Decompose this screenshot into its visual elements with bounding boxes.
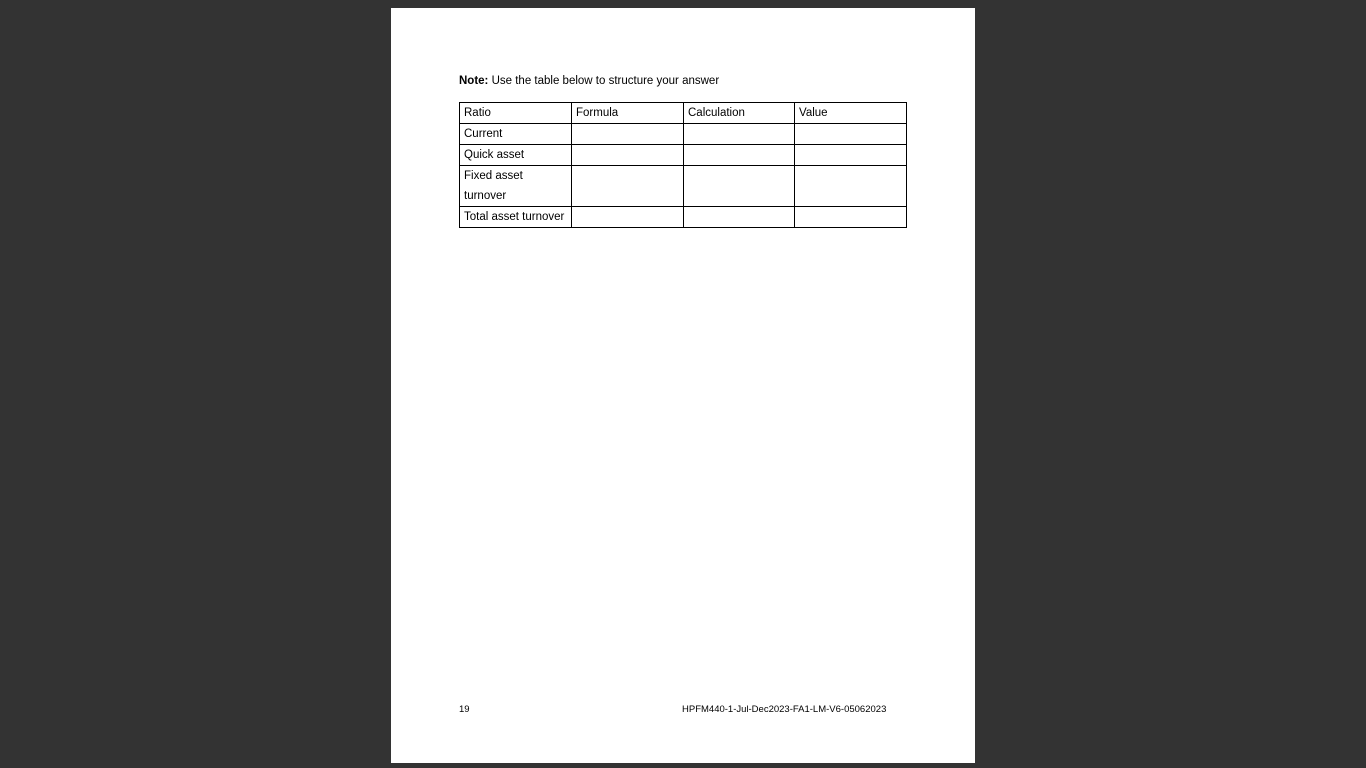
table-row <box>460 124 907 145</box>
header-value: Value <box>795 103 907 124</box>
formula-cell <box>572 124 684 145</box>
table-row <box>460 207 907 228</box>
value-cell <box>795 145 907 166</box>
document-page <box>391 8 975 763</box>
table-header-row <box>460 103 907 124</box>
header-calculation: Calculation <box>684 103 795 124</box>
calculation-cell <box>684 145 795 166</box>
value-cell <box>795 124 907 145</box>
note-text <box>459 75 719 87</box>
formula-cell <box>572 145 684 166</box>
formula-cell <box>572 207 684 228</box>
table-row <box>460 166 907 207</box>
calculation-cell <box>684 207 795 228</box>
calculation-cell <box>684 166 795 207</box>
table-row <box>460 145 907 166</box>
ratio-cell: Total asset turnover <box>460 207 572 228</box>
value-cell <box>795 207 907 228</box>
note-label: Note: <box>459 75 489 87</box>
header-formula: Formula <box>572 103 684 124</box>
document-code: HPFM440-1-Jul-Dec2023-FA1-LM-V6-05062023 <box>682 704 887 715</box>
answer-table <box>459 102 907 228</box>
ratio-cell <box>460 166 572 207</box>
ratio-cell: Current <box>460 124 572 145</box>
ratio-cell-line1: Fixed asset <box>464 170 523 182</box>
ratio-cell-line2: turnover <box>464 190 507 202</box>
note-body: Use the table below to structure your answer <box>488 75 720 87</box>
page-number: 19 <box>459 704 470 715</box>
formula-cell <box>572 166 684 207</box>
header-ratio: Ratio <box>460 103 572 124</box>
ratio-cell: Quick asset <box>460 145 572 166</box>
calculation-cell <box>684 124 795 145</box>
value-cell <box>795 166 907 207</box>
